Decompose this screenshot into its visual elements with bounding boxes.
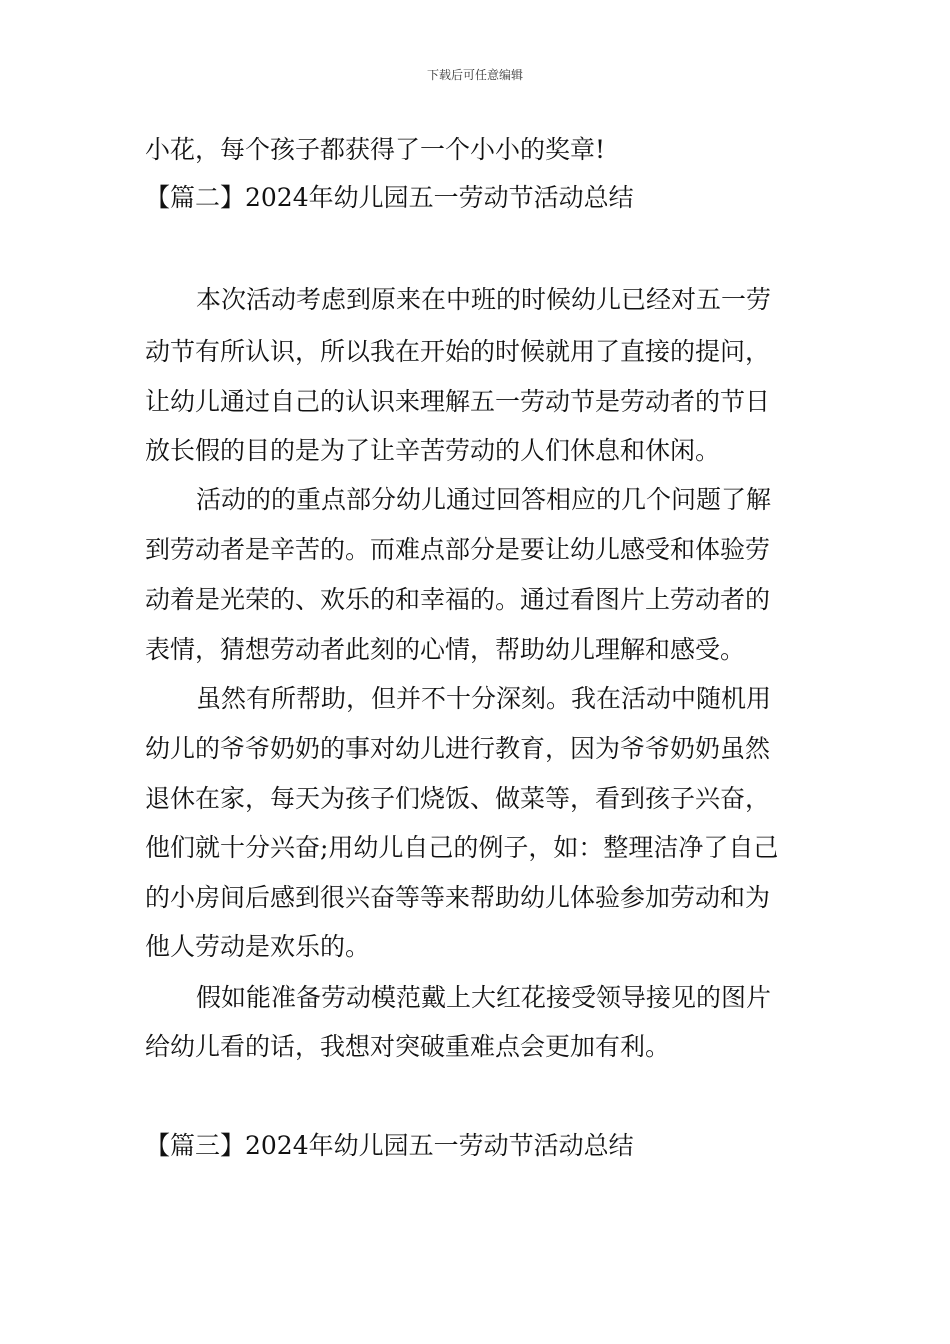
paragraph-line: 给幼儿看的话，我想对突破重难点会更加有利。	[145, 1032, 671, 1061]
paragraph-line: 假如能准备劳动模范戴上大红花接受领导接见的图片	[196, 983, 772, 1012]
paragraph-line: 动节有所认识，所以我在开始的时候就用了直接的提问，	[145, 337, 771, 366]
paragraph-line: 幼儿的爷爷奶奶的事对幼儿进行教育，因为爷爷奶奶虽然	[145, 734, 771, 763]
paragraph-line: 活动的的重点部分幼儿通过回答相应的几个问题了解	[196, 485, 772, 514]
paragraph-line: 虽然有所帮助，但并不十分深刻。我在活动中随机用	[196, 684, 772, 713]
paragraph-line: 本次活动考虑到原来在中班的时候幼儿已经对五一劳	[196, 285, 772, 314]
paragraph-line: 让幼儿通过自己的认识来理解五一劳动节是劳动者的节日	[145, 387, 771, 416]
section-heading-2: 【篇二】2024年幼儿园五一劳动节活动总结	[145, 183, 634, 212]
paragraph-line: 他们就十分兴奋;用幼儿自己的例子，如：整理洁净了自己	[145, 833, 779, 862]
paragraph-line: 表情，猜想劳动者此刻的心情，帮助幼儿理解和感受。	[145, 635, 746, 664]
paragraph-line: 他人劳动是欢乐的。	[145, 932, 371, 961]
paragraph-line: 的小房间后感到很兴奋等等来帮助幼儿体验参加劳动和为	[145, 883, 771, 912]
paragraph-line: 到劳动者是辛苦的。而难点部分是要让幼儿感受和体验劳	[145, 535, 771, 564]
page-header-note: 下载后可任意编辑	[426, 68, 523, 82]
paragraph-line: 小花，每个孩子都获得了一个小小的奖章!	[145, 135, 606, 164]
paragraph-line: 放长假的目的是为了让辛苦劳动的人们休息和休闲。	[145, 436, 721, 465]
paragraph-line: 退休在家，每天为孩子们烧饭、做菜等，看到孩子兴奋，	[145, 784, 771, 813]
paragraph-line: 动着是光荣的、欢乐的和幸福的。通过看图片上劳动者的	[145, 585, 771, 614]
section-heading-3: 【篇三】2024年幼儿园五一劳动节活动总结	[145, 1131, 634, 1160]
